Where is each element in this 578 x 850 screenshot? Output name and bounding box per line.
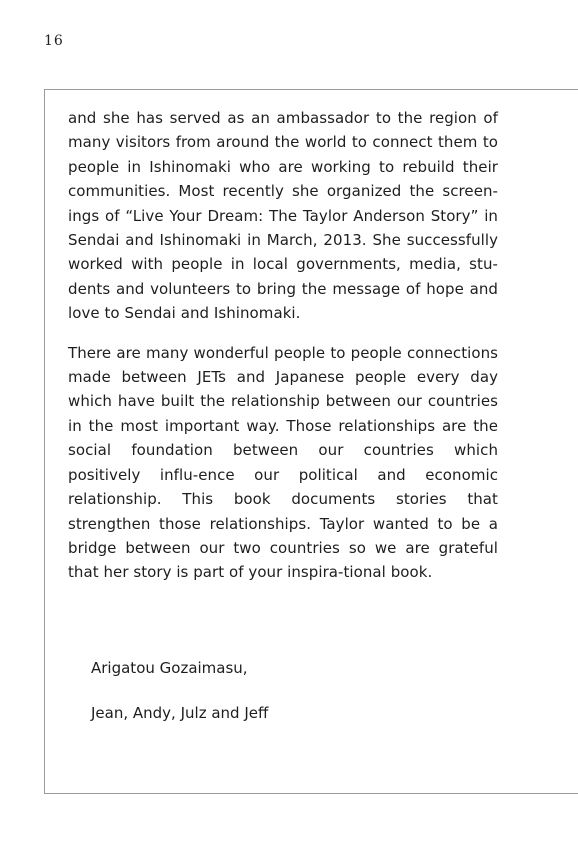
paragraph-line: people in Ishinomaki who are working to rebuild their <box>68 157 498 176</box>
paragraph-line: worked with people in local governments, media, stu- <box>68 255 498 274</box>
salutation: Arigatou Gozaimasu, <box>91 659 248 677</box>
paragraph-line: love to Sendai and Ishinomaki. <box>68 304 301 323</box>
paragraph-line: and she has served as an ambassador to the region of <box>68 109 498 127</box>
paragraph-2 <box>68 341 498 585</box>
body-text <box>68 106 498 585</box>
closing-block <box>91 656 268 725</box>
paragraph-line: Sendai and Ishinomaki in March, 2013. She successfully <box>68 231 498 250</box>
page-number: 16 <box>44 33 64 49</box>
paragraph-line: ings of “Live Your Dream: The Taylor Anderson Story” in <box>68 206 498 225</box>
paragraph-line: ence our political and economic relationship. This book <box>68 465 498 509</box>
paragraph-line: have built the relationship between our countries in the <box>68 392 498 435</box>
paragraph-line: so we are grateful that her story is part of your inspira- <box>68 538 498 582</box>
paragraph-line: most important way. Those relationships are the social <box>68 416 499 460</box>
paragraph-line: made between JETs and Japanese people every day which <box>68 368 498 411</box>
paragraph-line: documents stories that strengthen those relationships. <box>68 490 498 533</box>
paragraph-line: communities. Most recently she organized the screen- <box>68 182 498 201</box>
paragraph-line: There are many wonderful people to people connections <box>68 343 498 362</box>
paragraph-line: many visitors from around the world to connect them to <box>68 133 498 152</box>
signatories: Jean, Andy, Julz and Jeff <box>91 704 269 722</box>
paragraph-line: foundation between our countries which positively influ- <box>68 441 499 484</box>
paragraph-line: tional book. <box>343 563 433 582</box>
paragraph-1 <box>68 106 498 326</box>
paragraph-line: dents and volunteers to bring the message of hope and <box>68 279 498 298</box>
paragraph-line: Taylor wanted to be a bridge between our two countries <box>68 514 498 557</box>
